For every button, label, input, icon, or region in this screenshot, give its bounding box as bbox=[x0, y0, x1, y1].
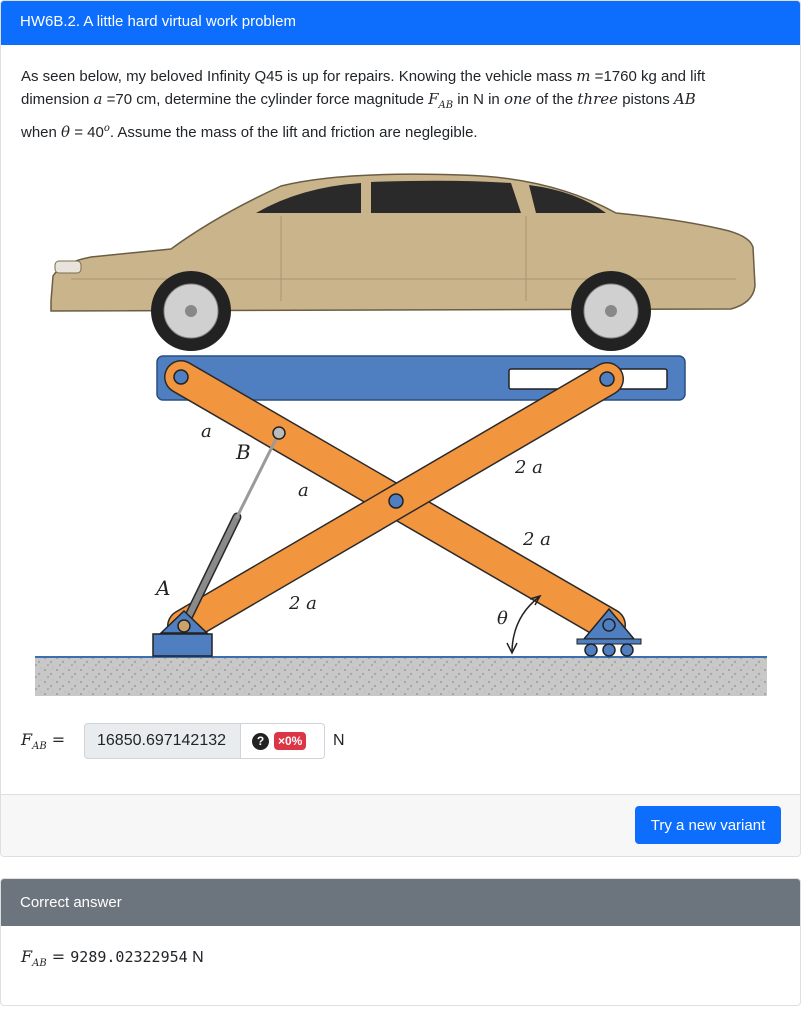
score-badge: ×0% bbox=[274, 732, 306, 750]
correct-answer-card bbox=[0, 878, 801, 1006]
pin-icon bbox=[174, 370, 188, 384]
question-prompt: As seen below, my beloved Infinity Q45 is up for repairs. Knowing the vehicle mass m =1760 kg and lift dimension a =70 cm, determine the cylinder force magnitude $F_{AB}$ in N in one of the three pistons AB when $\theta = 40^o$. Assume the mass of the lift and friction are neglegible. bbox=[21, 67, 706, 141]
pin-icon bbox=[600, 372, 614, 386]
label-A: A bbox=[156, 576, 171, 600]
label-2a-right-top: 2 a bbox=[515, 457, 543, 478]
pin-icon bbox=[389, 494, 403, 508]
question-title: HW6B.2. A little hard virtual work problem bbox=[1, 1, 801, 45]
label-a-top: a bbox=[201, 421, 212, 442]
label-2a-left: 2 a bbox=[289, 593, 317, 614]
force-symbol: $F_{AB}$ bbox=[428, 90, 454, 111]
answer-feedback bbox=[241, 723, 325, 759]
car-image bbox=[51, 174, 755, 351]
correct-answer-value: $F_{AB} = 9289.02322954$ N bbox=[21, 947, 204, 970]
label-2a-right-bottom: 2 a bbox=[523, 529, 551, 550]
try-new-variant-button[interactable]: Try a new variant bbox=[635, 806, 781, 844]
theta-symbol: θ bbox=[61, 123, 71, 141]
ground bbox=[35, 656, 767, 696]
label-a-mid: a bbox=[298, 480, 309, 501]
label-B: B bbox=[236, 440, 251, 464]
theta-arc bbox=[512, 597, 539, 651]
label-theta: θ bbox=[497, 608, 508, 629]
answer-unit: N bbox=[333, 732, 345, 749]
answer-input[interactable] bbox=[84, 723, 241, 759]
scissor-lift-figure bbox=[31, 151, 771, 706]
help-icon[interactable]: ? bbox=[252, 733, 269, 750]
a-symbol: a bbox=[93, 90, 103, 108]
answer-row bbox=[21, 723, 345, 759]
pin-icon bbox=[273, 427, 285, 439]
answer-label: $F_{AB}$ = bbox=[21, 729, 66, 753]
mass-symbol: m bbox=[576, 67, 591, 85]
correct-answer-header: Correct answer bbox=[1, 879, 801, 926]
